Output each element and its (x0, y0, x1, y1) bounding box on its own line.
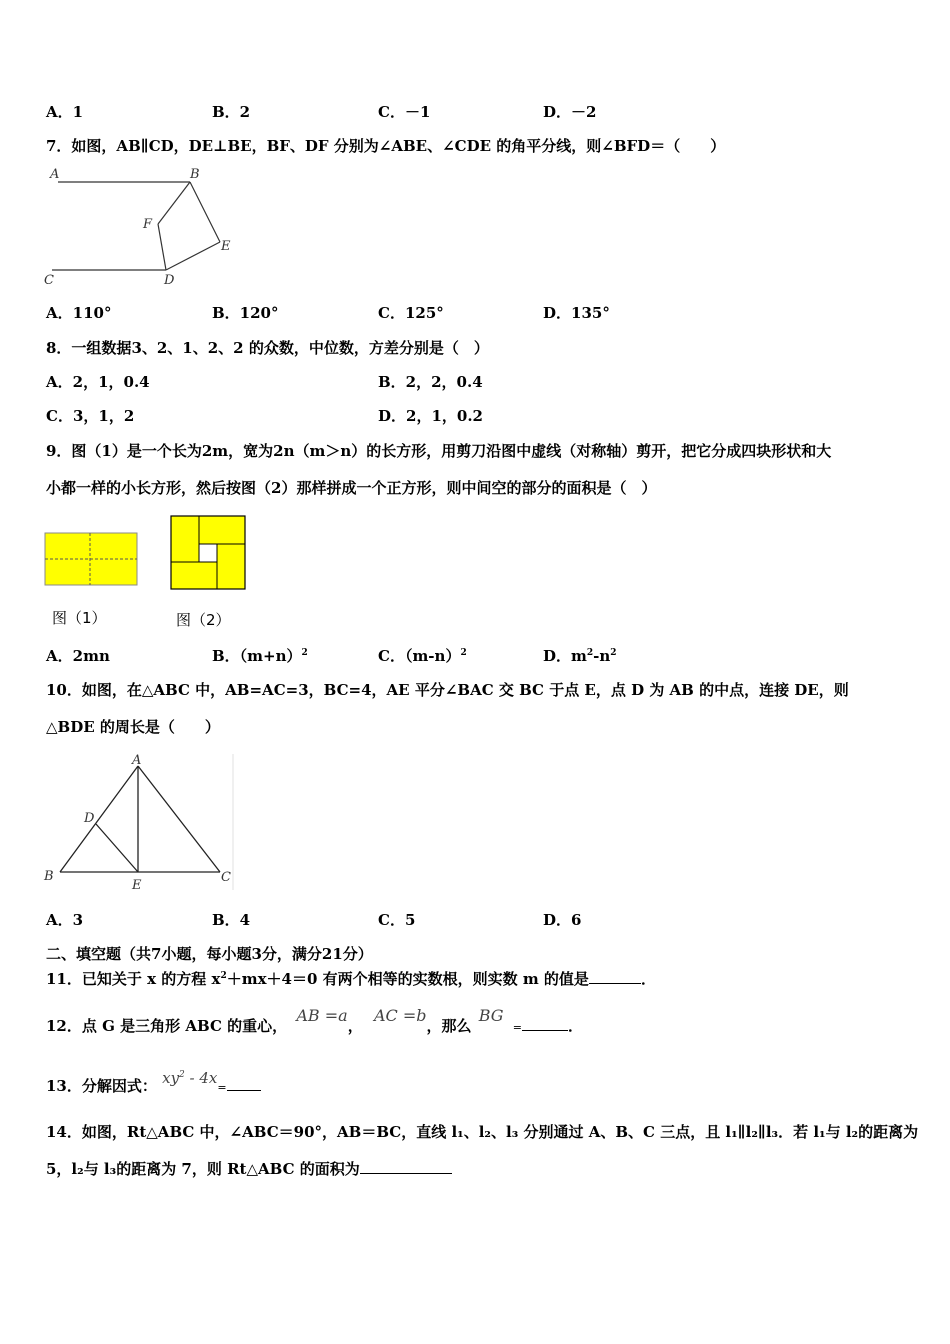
q9-figure-1 (44, 532, 140, 588)
q10-label-b: B (44, 869, 54, 884)
q9-figure-2-caption: 图（2） (176, 611, 231, 629)
q10-option-d: D．6 (543, 911, 582, 929)
q7-label-e: E (221, 239, 231, 254)
q10-label-a: A (132, 753, 142, 768)
q12-answer-blank (522, 1016, 568, 1031)
q6-option-b: B．2 (212, 103, 251, 121)
q10-label-e: E (132, 878, 142, 893)
q14-line2: 5，l₂与 l₃的距离为 7，则 Rt△ABC 的面积为 (46, 1159, 452, 1179)
q9-option-b: B．$(m+n)^2$ (212, 647, 308, 665)
q7-label-a: A (50, 167, 60, 182)
q7-label-d: D (164, 273, 175, 288)
q12-expr-bg: BG (478, 1006, 504, 1025)
q8-option-c: C．3，1，2 (46, 407, 135, 425)
q14-line1: 14．如图，Rt△ABC 中，∠ABC＝90°，AB＝BC，直线 l₁、l₂、l₃ 分别通过 A、B、C 三点，且 l₁∥l₂∥l₃．若 l₁与 l₂的距离为 (46, 1123, 919, 1141)
q7-label-c: C (44, 273, 54, 288)
q12-expr-ab: AB =a (296, 1006, 348, 1025)
q7-option-a: A．110° (46, 304, 112, 322)
q7-figure (40, 162, 240, 292)
q9-stem-line2: 小都一样的小长方形，然后按图（2）那样拼成一个正方形，则中间空的部分的面积是（ ） (46, 479, 657, 497)
q12: 12．点 G 是三角形 ABC 的重心， AB =a， AC =b，那么 BG = ． (46, 1006, 584, 1035)
q10-stem-line1: 10．如图，在△ABC 中，AB=AC=3，BC=4，AE 平分∠BAC 交 BC 于点 E，点 D 为 AB 的中点，连接 DE，则 (46, 681, 849, 699)
q10-option-c: C．5 (378, 911, 416, 929)
q8-stem: 8．一组数据3、2、1、2、2 的众数，中位数，方差分别是（ ） (46, 339, 489, 357)
q9-option-d: D．$m^2-n^2$ (543, 647, 617, 665)
q9-figure-1-caption: 图（1） (52, 609, 107, 627)
q7-stem: 7．如图，AB∥CD，DE⊥BE，BF、DF 分别为∠ABE、∠CDE 的角平分线，则∠BFD＝（ ） (46, 137, 726, 155)
q6-option-a: A．1 (46, 103, 84, 121)
q7-label-b: B (190, 167, 200, 182)
q10-label-d: D (84, 811, 95, 826)
q6-option-d: D．－2 (543, 103, 597, 121)
q8-option-a: A．2，1，0.4 (46, 373, 150, 391)
q8-option-d: D．2，1，0.2 (378, 407, 483, 425)
q13-expr: $xy^2 - 4x$ (162, 1069, 218, 1087)
q7-option-d: D．135° (543, 304, 610, 322)
q9-option-a: A．2mn (46, 647, 110, 665)
q7-option-b: B．120° (212, 304, 279, 322)
section-2-title: 二、填空题（共7小题，每小题3分，满分21分） (46, 945, 373, 963)
q10-option-b: B．4 (212, 911, 251, 929)
q9-stem-line1: 9．图（1）是一个长为2m，宽为2n（m＞n）的长方形，用剪刀沿图中虚线（对称轴）剪开，把它分成四块形状和大 (46, 442, 832, 460)
q11-answer-blank (589, 969, 641, 984)
q9-option-c: C．$(m-n)^2$ (378, 647, 467, 665)
q7-option-c: C．125° (378, 304, 444, 322)
q6-option-c: C．－1 (378, 103, 431, 121)
q10-stem-line2: △BDE 的周长是（ ） (46, 718, 220, 736)
q10-option-a: A．3 (46, 911, 84, 929)
q12-expr-ac: AC =b (373, 1006, 427, 1025)
q8-option-b: B．2，2，0.4 (378, 373, 483, 391)
q10-label-c: C (221, 870, 231, 885)
q13-answer-blank (227, 1076, 261, 1091)
q14-answer-blank (360, 1159, 452, 1174)
q13: 13．分解因式： $xy^2 - 4x=$ (46, 1076, 261, 1098)
q9-figure-2 (170, 515, 248, 591)
q11: 11．已知关于 x 的方程 $x^2+mx+4=0$ 有两个相等的实数根，则实数 m 的值是 ． (46, 970, 656, 988)
q7-label-f: F (143, 217, 153, 232)
q10-figure (40, 752, 240, 894)
